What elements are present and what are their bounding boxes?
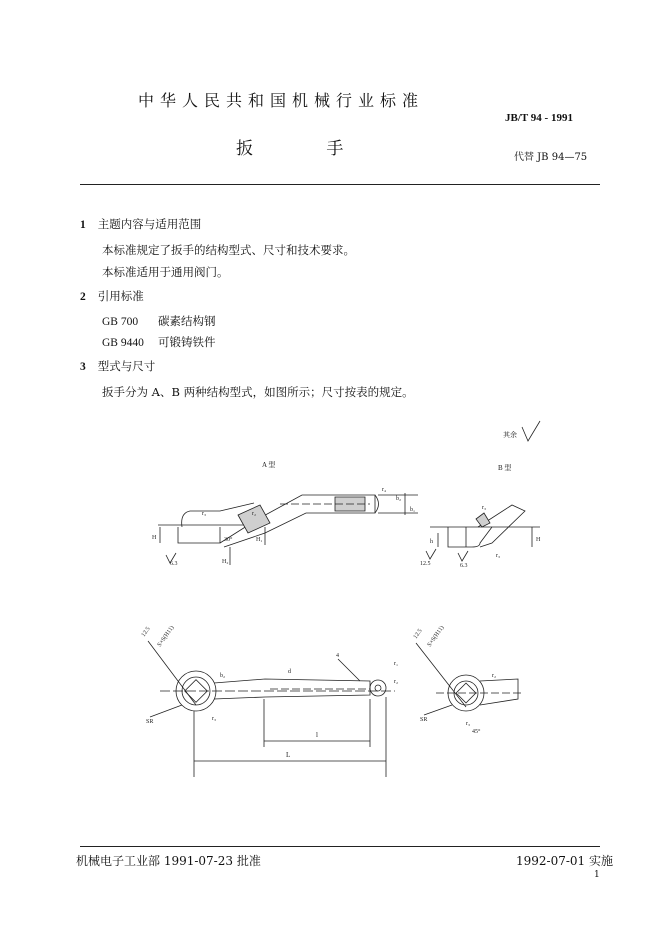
- section-1-number: 1: [80, 219, 86, 231]
- wrench-technical-drawing: [120, 415, 600, 795]
- dim-sr-b: SR: [420, 717, 428, 723]
- type-a-label: A 型: [262, 461, 276, 469]
- section-3-heading: [80, 358, 155, 374]
- dim-l-large: L: [286, 751, 291, 759]
- dim-h1: H₁: [256, 537, 263, 543]
- roughness-6-3-b: 6.3: [460, 563, 468, 569]
- approval-note: 机械电子工业部 1991-07-23 批准: [76, 854, 261, 868]
- dim-r2-a: r₂: [252, 511, 257, 517]
- dim-d: d: [288, 669, 291, 675]
- dim-45deg: 45°: [472, 729, 481, 735]
- type-b-side-view: [420, 505, 541, 569]
- dim-h-b: H: [536, 537, 541, 543]
- roughness-12-5-a: 12.5: [140, 626, 152, 639]
- header-rule: [80, 184, 600, 185]
- type-a-top-view: [141, 624, 398, 777]
- roughness-6-3-a: 6.3: [170, 561, 178, 567]
- roughness-12-5-b: 12.5: [420, 561, 431, 567]
- standard-organization: 中华人民共和国机械行业标准: [138, 91, 425, 110]
- footer-rule: [80, 846, 600, 847]
- dim-r1: r₁: [394, 661, 399, 667]
- dim-sr-a: SR: [146, 719, 154, 725]
- dim-r3-b2: r₃: [496, 553, 501, 559]
- section-3-title: 型式与尺寸: [97, 359, 156, 373]
- reference-name: 碳素结构钢: [158, 314, 216, 328]
- section-1-paragraph-1: 本标准规定了扳手的结构型式、尺寸和技术要求。: [102, 243, 355, 257]
- dim-h: H: [152, 535, 157, 541]
- section-3-number: 3: [80, 361, 86, 373]
- dim-b-top: b₂: [220, 673, 226, 679]
- roughness-12-5-b2: 12.5: [412, 628, 424, 641]
- dim-r4: r₄: [382, 487, 387, 493]
- other-surfaces-label: 其余: [503, 431, 517, 439]
- type-b-top-view: [413, 624, 522, 735]
- section-1-title: 主题内容与适用范围: [97, 217, 202, 231]
- dim-h2: H₂: [222, 559, 229, 565]
- dim-h-small: h: [430, 539, 433, 545]
- reference-code: GB 9440: [102, 337, 144, 349]
- reference-code: GB 700: [102, 316, 139, 328]
- dim-b1: b₁: [410, 507, 416, 513]
- section-3-paragraph-1: 扳手分为 A、B 两种结构型式，如图所示；尺寸按表的规定。: [102, 385, 414, 399]
- dim-sxs-b: S×S(H11): [426, 624, 446, 649]
- dim-r3-a: r₃: [202, 511, 207, 517]
- dim-r2-top-b: r₂: [492, 673, 497, 679]
- section-2-number: 2: [80, 291, 86, 303]
- document-title: 扳 手: [236, 139, 378, 159]
- dim-r3-top-a: r₃: [212, 716, 217, 722]
- section-1-heading: [80, 216, 201, 232]
- effective-date: 1992-07-01 实施: [516, 854, 614, 868]
- section-2-title: 引用标准: [97, 289, 144, 303]
- callout-4: 4: [336, 653, 339, 659]
- type-b-label: B 型: [498, 464, 512, 472]
- standard-number: JB/T 94 - 1991: [505, 112, 573, 124]
- reference-name: 可锻铸铁件: [158, 335, 216, 349]
- dim-l-small: l: [316, 731, 318, 739]
- dim-30deg: 30°: [224, 537, 233, 543]
- dim-r3-top-b: r₃: [466, 721, 471, 727]
- reference-gb9440: [102, 334, 216, 350]
- type-a-side-view: [152, 487, 418, 567]
- dim-sxs-a: S×S(H11): [156, 624, 176, 649]
- dim-r2-top: r₂: [394, 679, 399, 685]
- dim-r3-b: r₃: [482, 505, 487, 511]
- reference-gb700: [102, 313, 216, 329]
- section-2-heading: [80, 288, 144, 304]
- section-1-paragraph-2: 本标准适用于通用阀门。: [102, 265, 229, 279]
- replaces-note: 代替 JB 94—75: [514, 152, 588, 163]
- roughness-symbol: [503, 421, 540, 441]
- page-number: 1: [594, 870, 600, 880]
- dim-b2: b₂: [396, 496, 402, 502]
